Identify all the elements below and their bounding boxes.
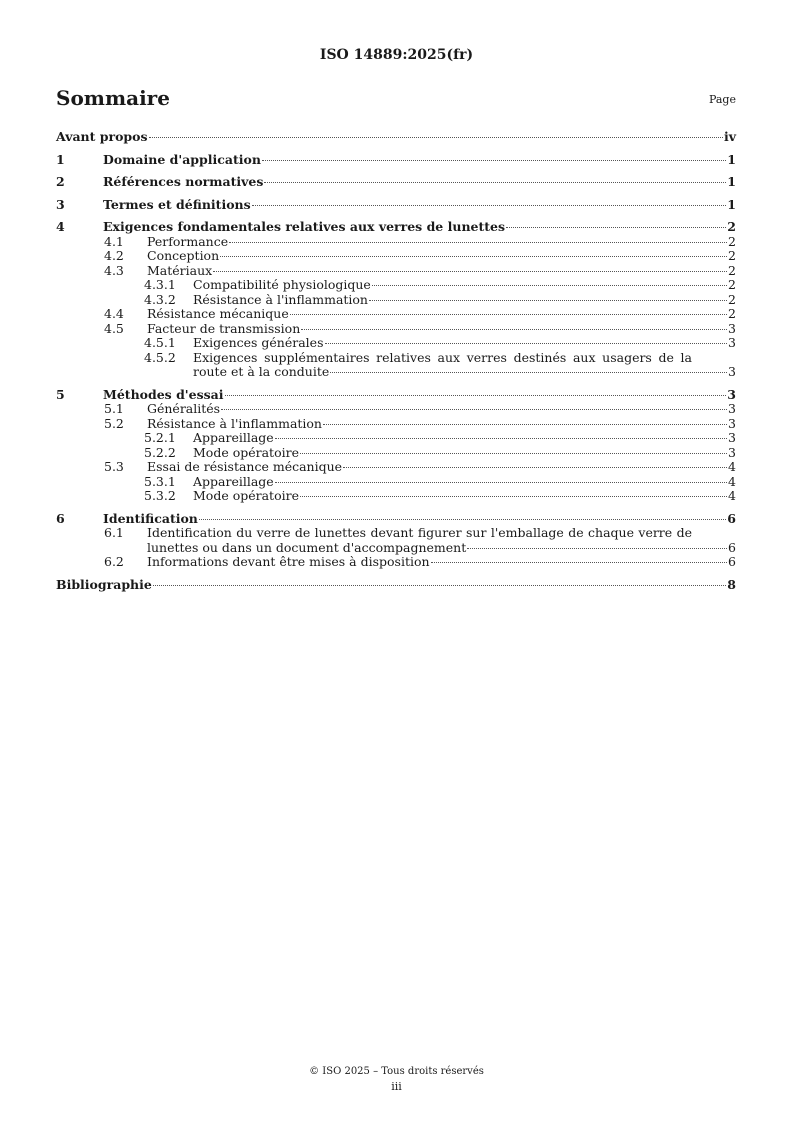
toc-entry-page: 2 <box>728 306 736 321</box>
toc-entry-page: 4 <box>728 488 736 503</box>
toc-leader-dots <box>225 395 727 396</box>
toc-entry-number: 5.3.2 <box>144 488 176 503</box>
toc-entry[interactable] <box>56 402 736 417</box>
toc-leader-dots <box>264 182 726 183</box>
toc-entry[interactable] <box>56 431 736 446</box>
toc-entry[interactable] <box>56 489 736 504</box>
toc-entry[interactable] <box>56 175 736 190</box>
toc-entry-title: Domaine d'application <box>103 151 261 167</box>
table-of-contents <box>56 130 736 592</box>
toc-entry-page: 2 <box>727 219 736 234</box>
toc-leader-dots <box>323 424 727 425</box>
toc-entry-page: iv <box>723 129 736 144</box>
toc-entry-page: 2 <box>728 291 736 307</box>
toc-entry-number: 6 <box>56 510 65 526</box>
toc-entry[interactable] <box>56 198 736 213</box>
toc-leader-dots <box>369 300 727 301</box>
toc-entry-page: 3 <box>728 320 736 336</box>
toc-leader-dots <box>372 285 727 286</box>
toc-leader-dots <box>431 562 727 563</box>
toc-leader-dots <box>252 205 727 206</box>
toc-entry[interactable] <box>56 351 736 380</box>
copyright-notice: © ISO 2025 – Tous droits réservés <box>309 1066 484 1077</box>
toc-entry-page: 3 <box>728 444 736 460</box>
toc-entry-page: 1 <box>727 151 736 167</box>
toc-entry-page: 1 <box>727 196 736 212</box>
toc-entry-number: 6.1 <box>104 525 124 540</box>
toc-entry-page: 2 <box>728 248 736 263</box>
toc-entry[interactable] <box>56 249 736 264</box>
toc-entry[interactable] <box>56 512 736 527</box>
toc-entry-page: 6 <box>727 510 736 526</box>
toc-entry-title: Conception <box>147 248 220 263</box>
toc-leader-dots <box>153 585 726 586</box>
toc-entry-page: 3 <box>728 430 736 445</box>
toc-entry-page: 3 <box>728 415 736 431</box>
toc-entry-page: 3 <box>728 401 736 416</box>
toc-entry-number: 5.2 <box>104 415 124 431</box>
toc-entry-number: 1 <box>56 151 65 167</box>
toc-entry-title: Mode opératoire <box>193 444 299 460</box>
toc-entry[interactable] <box>56 307 736 322</box>
toc-entry-number: 4.2 <box>104 248 124 263</box>
toc-entry-title: Identification <box>103 510 198 526</box>
toc-leader-dots <box>301 329 727 330</box>
toc-entry-title: Matériaux <box>147 262 213 278</box>
toc-entry-page: 3 <box>728 335 736 350</box>
toc-entry-title: Résistance mécanique <box>147 306 289 321</box>
toc-leader-dots <box>290 314 727 315</box>
toc-entry-title-line: Identification du verre de lunettes devant figurer sur l'emballage de chaque verre de <box>147 525 692 540</box>
toc-leader-dots <box>330 372 727 373</box>
toc-leader-dots <box>220 256 727 257</box>
toc-entry[interactable] <box>56 526 736 555</box>
toc-entry-number: 5.2.1 <box>144 430 176 445</box>
toc-entry-number: 5.3.1 <box>144 473 176 489</box>
toc-entry-number: 5.1 <box>104 401 124 416</box>
toc-entry-number: 5 <box>56 386 65 402</box>
toc-entry[interactable] <box>56 130 736 145</box>
toc-entry[interactable] <box>56 336 736 351</box>
toc-entry-number: 4.3 <box>104 262 124 278</box>
toc-entry[interactable] <box>56 417 736 432</box>
toc-entry-title: Méthodes d'essai <box>103 386 224 402</box>
toc-entry-page: 4 <box>728 459 736 474</box>
toc-entry-page: 6 <box>728 539 736 555</box>
toc-leader-dots <box>262 160 726 161</box>
toc-entry-title: Avant propos <box>56 129 148 144</box>
toc-leader-dots <box>199 519 726 520</box>
toc-entry-number: 4.1 <box>104 233 124 249</box>
toc-entry-number: 4.5.1 <box>144 335 176 350</box>
document-id: ISO 14889:2025(fr) <box>319 47 474 63</box>
toc-entry-title-line: Exigences supplémentaires relatives aux verres destinés aux usagers de la <box>193 349 692 365</box>
toc-entry-title: Mode opératoire <box>193 488 299 503</box>
toc-entry-title: Exigences générales <box>193 335 324 350</box>
toc-entry-title: Généralités <box>147 401 221 416</box>
toc-entry[interactable] <box>56 278 736 293</box>
toc-entry-title: Résistance à l'inflammation <box>147 415 322 431</box>
toc-entry-title: Informations devant être mises à disposition <box>147 554 430 569</box>
toc-entry-title: Performance <box>147 233 229 249</box>
toc-entry-page: 3 <box>727 386 736 402</box>
toc-entry-number: 4.3.2 <box>144 291 176 307</box>
toc-entry-title: Appareillage <box>193 430 274 445</box>
toc-entry-title: Termes et définitions <box>103 196 251 212</box>
toc-leader-dots <box>221 409 727 410</box>
toc-entry-title: Facteur de transmission <box>147 320 301 336</box>
toc-entry-title: Appareillage <box>193 473 274 489</box>
toc-entry-number: 3 <box>56 196 65 212</box>
toc-entry[interactable] <box>56 460 736 475</box>
toc-entry-number: 4.4 <box>104 306 124 321</box>
toc-entry-number: 4 <box>56 219 65 234</box>
toc-entry-title: Résistance à l'inflammation <box>193 291 368 307</box>
toc-entry-page: 2 <box>728 277 736 292</box>
toc-entry-title: Essai de résistance mécanique <box>147 459 343 474</box>
toc-entry-title: route et à la conduite <box>193 364 330 379</box>
toc-entry-title: Références normatives <box>103 174 264 189</box>
toc-entry[interactable] <box>56 293 736 308</box>
toc-entry-page: 8 <box>727 576 736 592</box>
toc-entry[interactable] <box>56 264 736 279</box>
toc-entry-number: 4.5 <box>104 320 124 336</box>
toc-entry[interactable] <box>56 446 736 461</box>
toc-entry-page: 6 <box>728 554 736 569</box>
toc-entry[interactable] <box>56 475 736 490</box>
toc-entry-number: 2 <box>56 174 65 189</box>
page-column-label: Page <box>708 93 736 106</box>
toc-entry-number: 4.5.2 <box>144 349 176 365</box>
toc-entry-number: 4.3.1 <box>144 277 176 292</box>
toc-leader-dots <box>300 496 727 497</box>
toc-entry-page: 1 <box>727 174 736 189</box>
toc-entry[interactable] <box>56 235 736 250</box>
toc-entry-page: 2 <box>728 262 736 278</box>
toc-leader-dots <box>229 242 727 243</box>
page-title: Sommaire <box>56 86 170 110</box>
toc-entry-title: Exigences fondamentales relatives aux verres de lunettes <box>103 219 506 234</box>
toc-entry-number: 6.2 <box>104 554 124 569</box>
toc-leader-dots <box>213 271 727 272</box>
toc-entry-title: Compatibilité physiologique <box>193 277 371 292</box>
toc-entry-title: Bibliographie <box>56 576 152 592</box>
toc-entry[interactable] <box>56 388 736 403</box>
toc-entry-title: lunettes ou dans un document d'accompagnement <box>147 539 467 555</box>
toc-entry-number: 5.2.2 <box>144 444 176 460</box>
toc-leader-dots <box>149 137 723 138</box>
toc-leader-dots <box>275 438 727 439</box>
toc-entry[interactable] <box>56 153 736 168</box>
toc-leader-dots <box>275 482 727 483</box>
toc-leader-dots <box>325 343 728 344</box>
toc-entry-page: 3 <box>728 364 736 379</box>
toc-entry-page: 2 <box>728 233 736 249</box>
toc-leader-dots <box>506 227 726 228</box>
toc-entry[interactable] <box>56 322 736 337</box>
toc-entry[interactable] <box>56 555 736 570</box>
toc-entry-number: 5.3 <box>104 459 124 474</box>
toc-leader-dots <box>343 467 727 468</box>
toc-leader-dots <box>300 453 727 454</box>
toc-entry-page: 4 <box>728 473 736 489</box>
page-footer <box>0 1066 793 1093</box>
toc-leader-dots <box>467 548 727 549</box>
page-number: iii <box>391 1080 402 1093</box>
toc-entry[interactable] <box>56 578 736 593</box>
toc-entry[interactable] <box>56 220 736 235</box>
